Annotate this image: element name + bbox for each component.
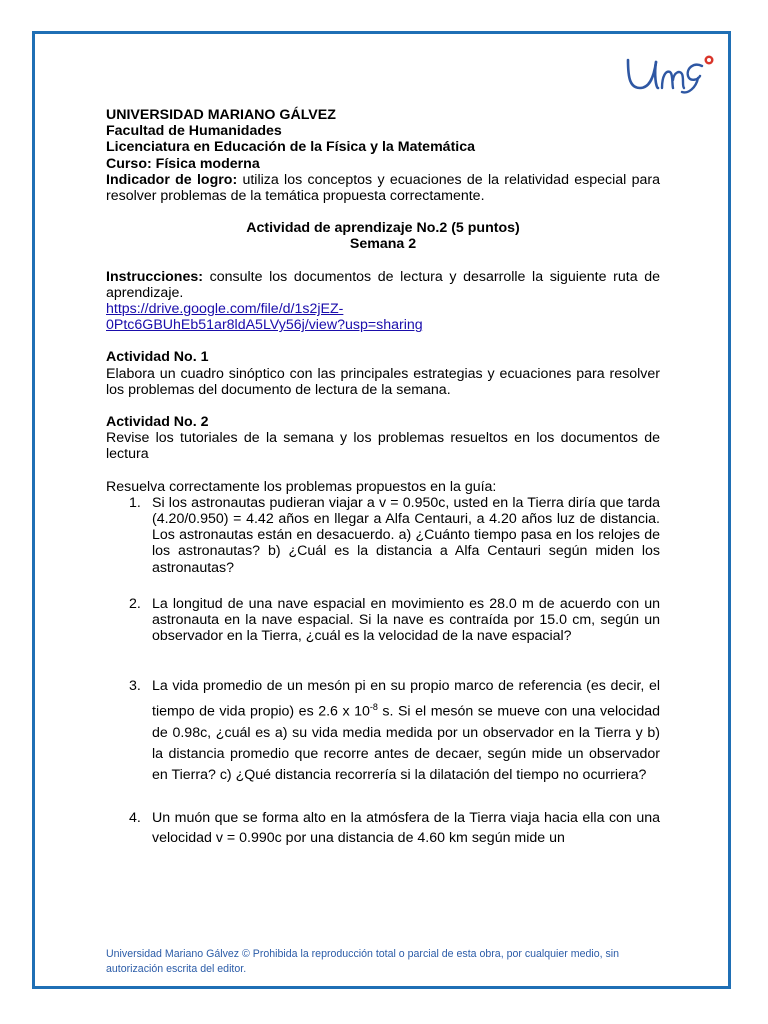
instructions-label: Instrucciones: [106, 268, 203, 285]
activity1-title: Actividad No. 1 [106, 349, 209, 366]
university-name: UNIVERSIDAD MARIANO GÁLVEZ [106, 107, 336, 123]
achievement-indicator [106, 172, 660, 204]
problem-item [106, 676, 660, 786]
activity1-text: Elabora un cuadro sinóptico con las principales estrategias y ecuaciones para resolver los problemas del documento de lectura de la semana. [106, 365, 660, 398]
week-label: Semana 2 [349, 236, 417, 253]
degree-name: Licenciatura en Educación de la Física y la Matemática [106, 139, 476, 156]
umg-logo [618, 48, 718, 98]
activity-title: Actividad de aprendizaje No.2 (5 puntos) [246, 220, 520, 237]
problems-intro: Resuelva correctamente los problemas propuestos en la guía: [106, 478, 497, 495]
drive-link-line1[interactable]: https://drive.google.com/file/d/1s2jEZ- [106, 301, 344, 318]
problem-text-b: s. Si el mesón se mueve con una velocidad de 0.98c, ¿cuál es a) su vida media medida por un observador en la Tierra y b) la distancia promedio que recorre antes de decaer, según mide un observador en Tierra? c) ¿Qué distancia recorrería si la dilatación del tiempo no ocurriera? [152, 704, 660, 784]
problem-text: Un muón que se forma alto en la atmósfera de la Tierra viaja hacia ella con una velocidad v = 0.990c por una distancia de 4.60 km según mide un [152, 810, 660, 847]
problem-text: Si los astronautas pudieran viajar a v = 0.950c, usted en la Tierra diría que tarda (4.20/0.950) = 4.42 años en llegar a Alfa Centauri, a 4.20 años luz de distancia. Los astronautas están en desacuerdo. a) ¿Cuánto tiempo pasa en los relojes de los astronautas? b) ¿Cuál es la distancia a Alfa Centauri según miden los astronautas? [152, 494, 660, 576]
problem-text: La longitud de una nave espacial en movimiento es 28.0 m de acuerdo con un astronauta en la nave espacial. Si la nave es contraída por 15.0 cm, según un observador en la Tierra, ¿cuál es la velocidad de la nave espacial? [152, 595, 660, 645]
problem-list [106, 495, 660, 848]
document-body [106, 107, 660, 848]
instructions [106, 269, 660, 301]
problem-number: 3. [129, 678, 141, 695]
faculty-name: Facultad de Humanidades [106, 123, 282, 140]
problem-item [106, 596, 660, 645]
indicator-text: utiliza los conceptos y ecuaciones de la relatividad especial para resolver problemas de la temática propuesta correctamente. [106, 171, 661, 205]
problem-item [106, 495, 660, 576]
problem-number: 2. [129, 595, 141, 612]
problem-text-a: La vida promedio de un mesón pi en su propio marco de referencia (es decir, el tiempo de vida propio) es 2.6 x 10 [152, 678, 660, 721]
drive-link[interactable] [106, 301, 660, 333]
problem-exponent: -8 [369, 702, 378, 713]
problem-number: 4. [129, 810, 141, 827]
course-name: Curso: Física moderna [106, 155, 260, 172]
problem-item [106, 808, 660, 848]
activity2-text: Revise los tutoriales de la semana y los problemas resueltos en los documentos de lectura [106, 430, 660, 463]
copyright-footer: Universidad Mariano Gálvez © Prohibida la reproducción total o parcial de esta obra, por cualquier medio, sin autorización escrita del editor. [106, 948, 620, 975]
problem-number: 1. [129, 494, 141, 511]
activity2-title: Actividad No. 2 [106, 414, 209, 431]
instructions-text: consulte los documentos de lectura y desarrolle la siguiente ruta de aprendizaje. [106, 268, 660, 301]
indicator-label: Indicador de logro: [106, 171, 238, 188]
drive-link-line2[interactable]: 0Ptc6GBUhEb51ar8ldA5LVy56j/view?usp=sharing [106, 317, 423, 334]
